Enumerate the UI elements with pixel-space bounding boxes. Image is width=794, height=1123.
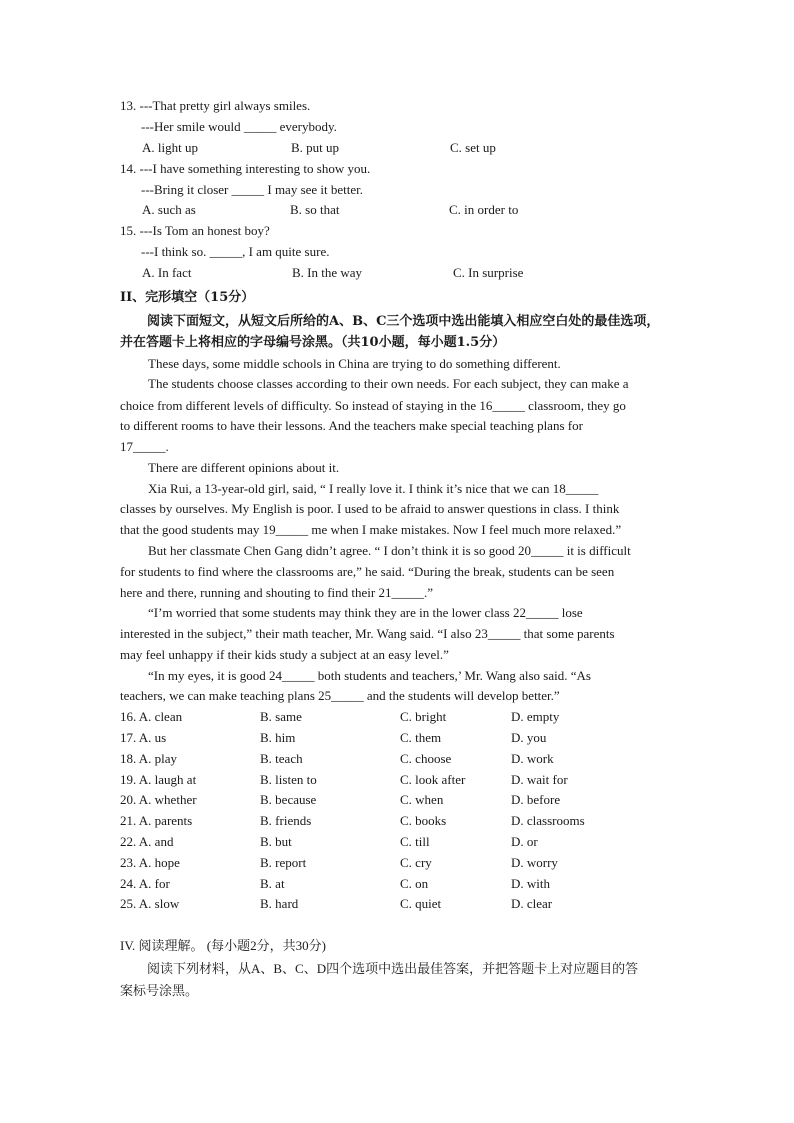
option-d: D. before — [511, 792, 561, 807]
q14-question: 14. ---I have something interesting to show you. — [120, 161, 371, 176]
passage-line: But her classmate Chen Gang didn’t agree. “ I don’t think it is so good 20_____ it is difficult — [148, 543, 631, 558]
option-a: 24. A. for — [120, 876, 170, 891]
option-c: C. quiet — [400, 896, 442, 911]
option-a: 22. A. and — [120, 834, 174, 849]
reading-instructions-line2: 案标号涂黑。 — [120, 983, 199, 998]
option-c: C. books — [400, 813, 447, 828]
q15-question: 15. ---Is Tom an honest boy? — [120, 223, 270, 238]
q13-option-a: A. light up — [142, 140, 198, 155]
q13-option-b: B. put up — [291, 140, 340, 155]
passage-line: may feel unhappy if their kids study a subject at an easy level.” — [120, 647, 449, 662]
option-c: C. on — [400, 876, 429, 891]
option-d: D. with — [511, 876, 550, 891]
option-a: 16. A. clean — [120, 709, 183, 724]
option-d: D. clear — [511, 896, 553, 911]
option-c: C. till — [400, 834, 430, 849]
option-b: B. listen to — [260, 772, 317, 787]
q15-option-a: A. In fact — [142, 265, 192, 280]
passage-line: “I’m worried that some students may think they are in the lower class 22_____ lose — [148, 605, 583, 620]
option-c: C. bright — [400, 709, 447, 724]
q15-option-c: C. In surprise — [453, 265, 524, 280]
q14-option-a: A. such as — [142, 202, 196, 217]
passage-line: classes by ourselves. My English is poor. I used to be afraid to answer questions in class. I think — [120, 501, 620, 516]
option-a: 23. A. hope — [120, 855, 180, 870]
q14-option-c: C. in order to — [449, 202, 519, 217]
passage-line: The students choose classes according to their own needs. For each subject, they can make a — [148, 376, 629, 391]
option-b: B. because — [260, 792, 317, 807]
option-d: D. wait for — [511, 772, 568, 787]
passage-line: Xia Rui, a 13-year-old girl, said, “ I really love it. I think it’s nice that we can 18_____ — [148, 481, 599, 496]
option-c: C. cry — [400, 855, 432, 870]
passage-line: that the good students may 19_____ me when I make mistakes. Now I feel much more relaxed.” — [120, 522, 622, 537]
option-a: 20. A. whether — [120, 792, 197, 807]
option-d: D. or — [511, 834, 538, 849]
reading-instructions-line1: 阅读下列材料，从A、B、C、D四个选项中选出最佳答案，并把答题卡上对应题目的答 — [147, 961, 639, 976]
option-b: B. him — [260, 730, 296, 745]
passage-line: teachers, we can make teaching plans 25_____ and the students will develop better.” — [120, 688, 560, 703]
option-b: B. hard — [260, 896, 299, 911]
passage-line: These days, some middle schools in China are trying to do something different. — [148, 356, 561, 371]
passage-line: to different rooms to have their lessons. And the teachers make special teaching plans for — [120, 418, 583, 433]
option-a: 21. A. parents — [120, 813, 193, 828]
q13-answer: ---Her smile would _____ everybody. — [141, 119, 337, 134]
passage-line: for students to find where the classrooms are,” he said. “During the break, students can be seen — [120, 564, 615, 579]
q14-answer: ---Bring it closer _____ I may see it better. — [141, 182, 364, 197]
option-d: D. classrooms — [511, 813, 585, 828]
q13-question: 13. ---That pretty girl always smiles. — [120, 98, 311, 113]
cloze-heading: II、完形填空（15分） — [120, 290, 255, 305]
option-a: 18. A. play — [120, 751, 178, 766]
passage-line: choice from different levels of difficulty. So instead of staying in the 16_____ classroom, they go — [120, 398, 626, 413]
passage-line: interested in the subject,” their math teacher, Mr. Wang said. “I also 23_____ that some parents — [120, 626, 615, 641]
passage-line: “In my eyes, it is good 24_____ both students and teachers,’ Mr. Wang also said. “As — [148, 668, 591, 683]
option-b: B. report — [260, 855, 307, 870]
option-d: D. you — [511, 730, 547, 745]
cloze-instructions-line2: 并在答题卡上将相应的字母编号涂黑。（共10小题，每小题1.5分） — [120, 335, 506, 350]
reading-heading: IV. 阅读理解。 (每小题2分，共30分) — [120, 938, 326, 953]
q14-option-b: B. so that — [290, 202, 340, 217]
passage-line: There are different opinions about it. — [148, 460, 340, 475]
q15-option-b: B. In the way — [292, 265, 363, 280]
option-c: C. look after — [400, 772, 466, 787]
option-c: C. when — [400, 792, 444, 807]
option-d: D. worry — [511, 855, 558, 870]
option-b: B. at — [260, 876, 285, 891]
option-a: 25. A. slow — [120, 896, 180, 911]
option-b: B. same — [260, 709, 302, 724]
q13-option-c: C. set up — [450, 140, 496, 155]
option-c: C. choose — [400, 751, 452, 766]
option-b: B. but — [260, 834, 292, 849]
option-d: D. work — [511, 751, 554, 766]
passage-line: 17_____. — [120, 439, 169, 454]
option-b: B. teach — [260, 751, 303, 766]
option-c: C. them — [400, 730, 442, 745]
option-a: 19. A. laugh at — [120, 772, 197, 787]
option-a: 17. A. us — [120, 730, 167, 745]
passage-line: here and there, running and shouting to find their 21_____.” — [120, 585, 434, 600]
q15-answer: ---I think so. _____, I am quite sure. — [141, 244, 330, 259]
option-d: D. empty — [511, 709, 560, 724]
option-b: B. friends — [260, 813, 312, 828]
cloze-instructions-line1: 阅读下面短文，从短文后所给的A、B、C三个选项中选出能填入相应空白处的最佳选项， — [147, 314, 660, 329]
